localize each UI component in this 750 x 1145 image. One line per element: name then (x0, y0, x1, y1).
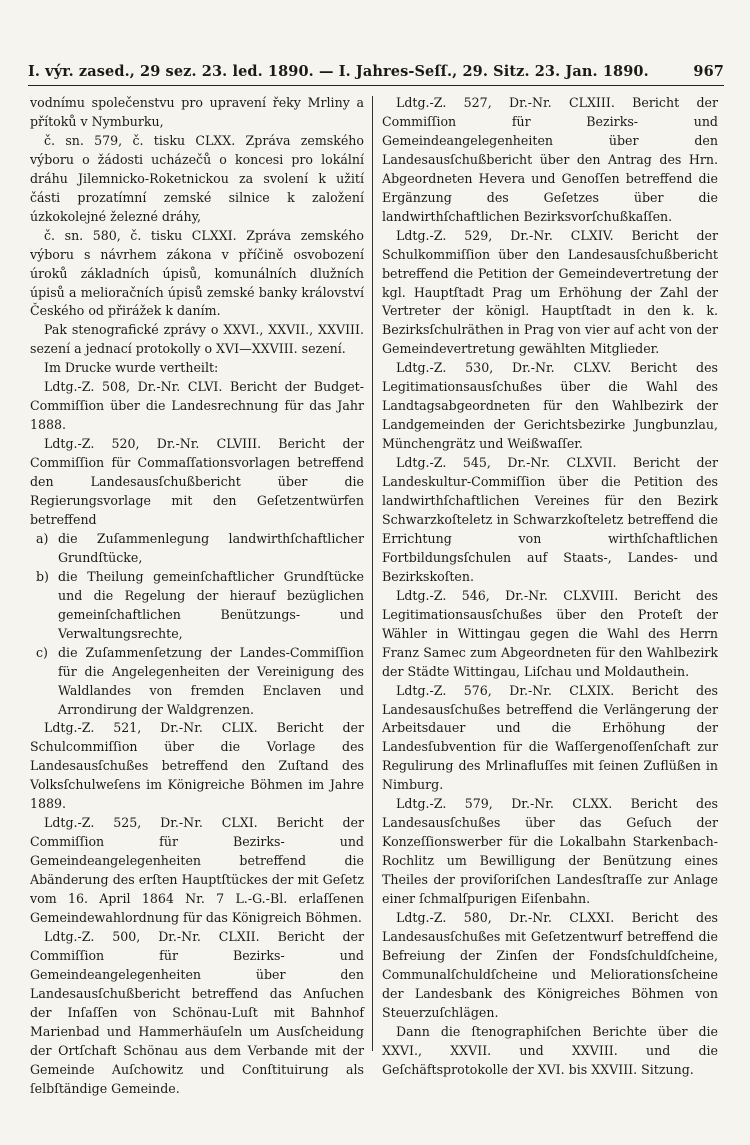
paragraph: Ldtg.-Z. 580, Dr.-Nr. CLXXI. Bericht des Landesausſchußes mit Geſetzentwurf betreffend die Befreiung der Zinſen der Fondsſchuldſcheine, Communalſchuldſcheine und Meliorationsſcheine der Landesbank des Königreiches Böhmen von Steuerzuſchlägen. (382, 909, 718, 1020)
paragraph: Ldtg.-Z. 520, Dr.-Nr. CLVIII. Bericht der Commiſſion für Commaſſationsvorlagen betreffend den Landesausſchußbericht über die Regierungsvorlage mit den Geſetzentwürfen betreffend (30, 436, 364, 527)
paragraph: Ldtg.-Z. 530, Dr.-Nr. CLXV. Bericht des Legitimationsausſchußes über die Wahl des Landtagsabgeordneten für den Wahlbezirk der Landgemeinden der Gerichtsbezirke Jungbunzlau, Münchengrätz und Weißwaſſer. (382, 360, 718, 452)
paragraph: Ldtg.-Z. 545, Dr.-Nr. CLXVII. Bericht der Landeskultur-Commiſſion über die Petition des landwirthſchaftlichen Vereines für den Bezirk Schwarzkoſteletz in Schwarzkoſteletz betreffend die Errichtung von wirthſchaftlichen Fortbildungsſchulen auf Staats-, Landes- und Bezirkskoſten. (382, 455, 718, 584)
paragraph: Ldtg.-Z. 500, Dr.-Nr. CLXII. Bericht der Commiſſion für Bezirks- und Gemeindeangelegenheiten über den Landesausſchußbericht betreffend das Anſuchen der Inſaſſen von Schönau-Luſt mit Bahnhof Marienbad und Hammerhäuſeln um Ausſcheidung der Ortſchaft Schönau aus dem Verbande mit der Gemeinde Auſchowitz und Conſtituirung als ſelbſtändige Gemeinde. (30, 928, 364, 1096)
column-divider (372, 96, 373, 1051)
header-session-title: I. výr. zased., 29 sez. 23. led. 1890. — I. Jahres-Seſſ., 29. Sitz. 23. Jan. 1890. (28, 63, 649, 80)
paragraph: č. sn. 580, č. tisku CLXXI. Zpráva zemského výboru s návrhem zákona v příčině osvobození úroků základních úpisů, komunálních dlužních úpisů a melioračních úpisů zemské banky království Českého od přirážek k daním. (30, 227, 364, 319)
paragraph: Ldtg.-Z. 576, Dr.-Nr. CLXIX. Bericht des Landesausſchußes betreffend die Verlängerung der Arbeitsdauer und die Erhöhung der Landesſubvention für die Waſſergenoſſenſchaft zur Regulirung des Mrlinafluſſes mit ſeinen Zuflüßen in Nimburg. (382, 682, 718, 793)
list-item (30, 644, 364, 720)
list-item-text: die Zuſammenſetzung der Landes-Commiſſion für die Angelegenheiten der Vereinigung des Waldlandes von fremden Enclaven und Arrondirung der Waldgrenzen. (58, 644, 364, 717)
paragraph: Ldtg.-Z. 508, Dr.-Nr. CLVI. Bericht der Budget-Commiſſion über die Landesrechnung für das Jahr 1888. (30, 379, 364, 433)
paragraph: č. sn. 579, č. tisku CLXX. Zpráva zemského výboru o žádosti ucházečů o koncesi pro lokální dráhu Jilemnicko-Roketnickou za svolení k užití části prozatímní zemské silnice k založení úzkokolejné železné dráhy, (30, 132, 364, 224)
list-item-text: die Theilung gemeinſchaftlicher Grundſtücke und die Regelung der hierauf bezüglichen gemeinſchaftlichen Benützungs- und Verwaltungsrechte, (58, 568, 364, 641)
page-number: 967 (693, 63, 724, 80)
paragraph: Ldtg.-Z. 525, Dr.-Nr. CLXI. Bericht der Commiſſion für Bezirks- und Gemeindeangelegenheiten betreffend die Abänderung des erſten Hauptſtückes der mit Geſetz vom 16. April 1864 Nr. 7 L.-G.-Bl. erlaſſenen Gemeindewahlordnung für das Königreich Böhmen. (30, 815, 364, 925)
paragraph: vodnímu společenstvu pro upravení řeky Mrliny a přítoků v Nymburku, (30, 95, 364, 129)
list-item (30, 530, 364, 568)
item-list (30, 530, 364, 720)
paragraph: Pak stenografické zprávy o XXVI., XXVII., XXVIII. sezení a jednací protokolly o XVI—XXVIII. sezení. (30, 322, 364, 357)
list-item-label: a) (36, 530, 49, 546)
list-item (30, 568, 364, 644)
paragraph: Ldtg.-Z. 521, Dr.-Nr. CLIX. Bericht der Schulcommiſſion über die Vorlage des Landesausſchußes betreffend den Zuſtand des Volksſchulweſens im Königreiche Böhmen im Jahre 1889. (30, 720, 364, 812)
page-header (28, 52, 724, 80)
paragraph: Im Drucke wurde vertheilt: (44, 360, 219, 376)
paragraph: Ldtg.-Z. 546, Dr.-Nr. CLXVIII. Bericht des Legitimationsausſchußes über den Proteſt der Wähler in Wittingau gegen die Wahl des Herrn Franz Samec zum Abgeordneten für den Wahlbezirk der Städte Wittingau, Liſchau und Moldauthein. (382, 587, 718, 679)
list-item-text: die Zuſammenlegung landwirthſchaftlicher Grundſtücke, (58, 530, 364, 565)
paragraph: Ldtg.-Z. 579, Dr.-Nr. CLXX. Bericht des Landesausſchußes über das Geſuch der Konzeſſionswerber für die Lokalbahn Starkenbach-Rochlitz um Bewilligung der Benützung eines Theiles der proviſoriſchen Landesſtraſſe zur Anlage einer ſchmalſpurigen Eiſenbahn. (382, 796, 718, 907)
header-rule (28, 85, 724, 86)
list-item-label: b) (36, 568, 49, 584)
paragraph: Ldtg.-Z. 527, Dr.-Nr. CLXIII. Bericht der Commiſſion für Bezirks- und Gemeindeangelegenheiten über den Landesausſchußbericht über den Antrag des Hrn. Abgeordneten Hevera und Genoſſen betreffend die Ergänzung des Geſetzes über die landwirthſchaftlichen Bezirksvorſchußkaſſen. (382, 95, 718, 224)
list-item-label: c) (36, 644, 48, 660)
left-column (30, 94, 364, 1099)
right-column (382, 94, 718, 1080)
paragraph: Dann die ſtenographiſchen Berichte über die XXVI., XXVII. und XXVIII. und die Geſchäftsprotokolle der XVI. bis XXVIII. Sitzung. (382, 1023, 718, 1077)
paragraph: Ldtg.-Z. 529, Dr.-Nr. CLXIV. Bericht der Schulkommiſſion über den Landesausſchußbericht betreffend die Petition der Gemeindevertretung der kgl. Hauptſtadt Prag um Erhöhung der Zahl der Vertreter der königl. Hauptſtadt in den k. k. Bezirksſchulräthen in Prag von vier auf acht von der Gemeindevertretung gewählten Mitglieder. (382, 227, 718, 357)
